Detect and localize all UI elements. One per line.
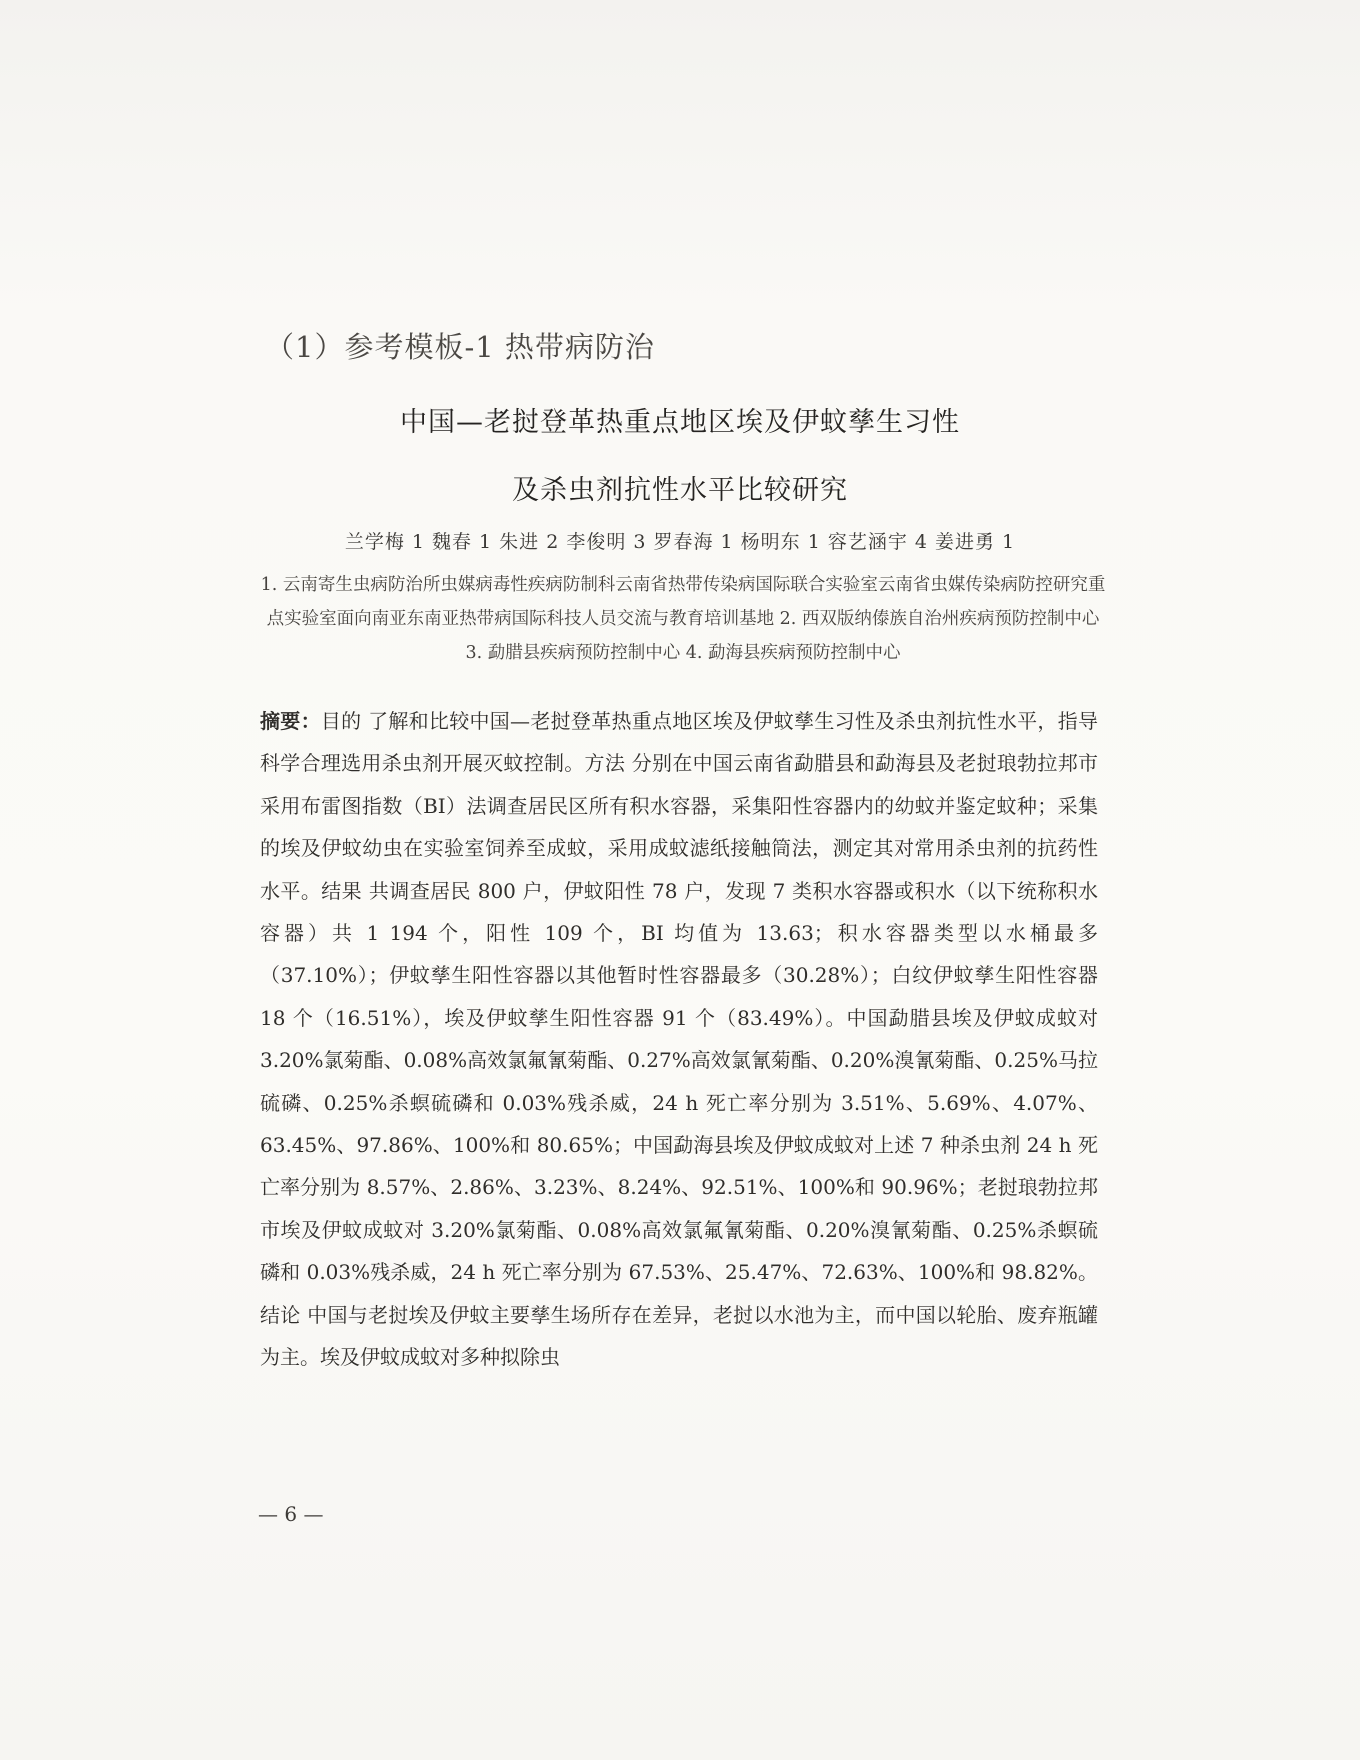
affiliations: 1. 云南寄生虫病防治所虫媒病毒性疾病防制科云南省热带传染病国际联合实验室云南省虫媒传染病防控研究重点实验室面向南亚东南亚热带病国际科技人员交流与教育培训基地 2. 西双版纳傣族自治州疾病预防控制中心 3. 勐腊县疾病预防控制中心 4. 勐海县疾病预防控制中心 bbox=[260, 575, 1106, 663]
section-heading: （1）参考模板-1 热带病防治 bbox=[265, 330, 655, 364]
abstract bbox=[260, 700, 1098, 1379]
abstract-text: 目的 了解和比较中国—老挝登革热重点地区埃及伊蚊孳生习性及杀虫剂抗性水平，指导科学合理选用杀虫剂开展灭蚊控制。方法 分别在中国云南省勐腊县和勐海县及老挝琅勃拉邦市采用布雷图指数（BI）法调查居民区所有积水容器，采集阳性容器内的幼蚊并鉴定蚊种；采集的埃及伊蚊幼虫在实验室饲养至成蚊，采用成蚊滤纸接触筒法，测定其对常用杀虫剂的抗药性水平。结果 共调查居民 800 户，伊蚊阳性 78 户，发现 7 类积水容器或积水（以下统称积水容器）共 1 194 个，阳性 109 个，BI 均值为 13.63；积水容器类型以水桶最多（37.10%）；伊蚊孳生阳性容器以其他暂时性容器最多（30.28%）；白纹伊蚊孳生阳性容器 18 个（16.51%），埃及伊蚊孳生阳性容器 91 个（83.49%）。中国勐腊县埃及伊蚊成蚊对 3.20%氯菊酯、0.08%高效氯氟氰菊酯、0.27%高效氯氰菊酯、0.20%溴氰菊酯、0.25%马拉硫磷、0.25%杀螟硫磷和 0.03%残杀威，24 h 死亡率分别为 3.51%、5.69%、4.07%、63.45%、97.86%、100%和 80.65%；中国勐海县埃及伊蚊成蚊对上述 7 种杀虫剂 24 h 死亡率分别为 8.57%、2.86%、3.23%、8.24%、92.51%、100%和 90.96%；老挝琅勃拉邦市埃及伊蚊成蚊对 3.20%氯菊酯、0.08%高效氯氟氰菊酯、0.20%溴氰菊酯、0.25%杀螟硫磷和 0.03%残杀威，24 h 死亡率分别为 67.53%、25.47%、72.63%、100%和 98.82%。结论 中国与老挝埃及伊蚊主要孳生场所存在差异，老挝以水池为主，而中国以轮胎、废弃瓶罐为主。埃及伊蚊成蚊对多种拟除虫 bbox=[260, 709, 1099, 1370]
author-list: 兰学梅 1 魏春 1 朱进 2 李俊明 3 罗春海 1 杨明东 1 容艺涵宇 4 姜进勇 1 bbox=[344, 531, 1016, 553]
abstract-label: 摘要： bbox=[260, 709, 321, 733]
paper-title-line-2: 及杀虫剂抗性水平比较研究 bbox=[512, 475, 848, 506]
paper-title-line-1: 中国—老挝登革热重点地区埃及伊蚊孳生习性 bbox=[400, 407, 960, 438]
page-number: — 6 — bbox=[258, 1502, 324, 1526]
